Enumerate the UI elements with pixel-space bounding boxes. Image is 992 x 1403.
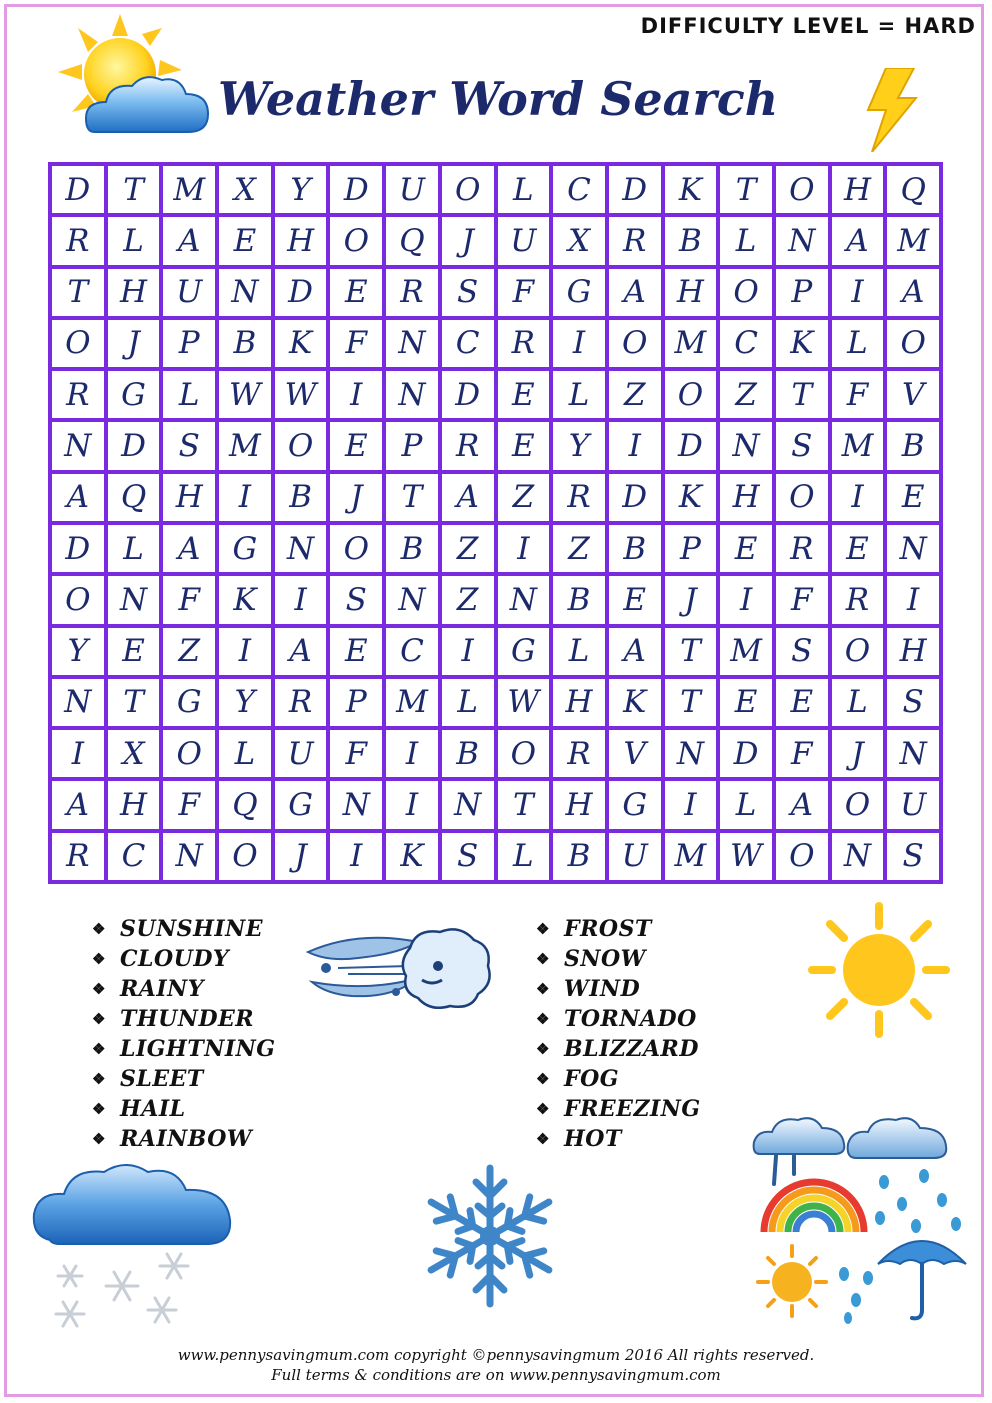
- grid-cell: K: [219, 576, 271, 623]
- grid-cell: O: [887, 320, 939, 367]
- grid-cell: F: [330, 320, 382, 367]
- word-label: FREEZING: [564, 1096, 701, 1122]
- grid-cell: I: [720, 576, 772, 623]
- grid-cell: L: [553, 371, 605, 418]
- bullet-icon: ❖: [92, 950, 106, 968]
- grid-cell: O: [776, 474, 828, 521]
- word-label: HAIL: [120, 1096, 186, 1122]
- grid-cell: A: [887, 269, 939, 316]
- wind-icon: [298, 922, 496, 1014]
- grid-cell: J: [275, 833, 327, 880]
- grid-cell: L: [442, 679, 494, 726]
- grid-cell: O: [52, 320, 104, 367]
- grid-cell: S: [163, 422, 215, 469]
- grid-cell: B: [609, 525, 661, 572]
- grid-cell: P: [386, 422, 438, 469]
- grid-cell: N: [386, 371, 438, 418]
- word-list-left: [92, 914, 276, 1154]
- bullet-icon: ❖: [536, 980, 550, 998]
- grid-cell: E: [609, 576, 661, 623]
- grid-cell: O: [832, 781, 884, 828]
- word-list-item: [536, 1034, 701, 1064]
- grid-cell: G: [108, 371, 160, 418]
- bullet-icon: ❖: [92, 920, 106, 938]
- grid-cell: Y: [553, 422, 605, 469]
- grid-cell: R: [442, 422, 494, 469]
- grid-cell: Q: [108, 474, 160, 521]
- grid-cell: D: [52, 166, 104, 213]
- grid-cell: Z: [442, 525, 494, 572]
- bullet-icon: ❖: [92, 1100, 106, 1118]
- grid-cell: N: [219, 269, 271, 316]
- grid-cell: T: [665, 679, 717, 726]
- word-list-item: [536, 1004, 701, 1034]
- grid-cell: D: [609, 474, 661, 521]
- grid-cell: E: [498, 422, 550, 469]
- grid-cell: E: [330, 269, 382, 316]
- grid-cell: F: [330, 730, 382, 777]
- word-label: WIND: [564, 976, 641, 1002]
- grid-cell: I: [665, 781, 717, 828]
- grid-cell: Q: [219, 781, 271, 828]
- grid-cell: I: [386, 781, 438, 828]
- grid-cell: D: [720, 730, 772, 777]
- grid-cell: D: [442, 371, 494, 418]
- grid-cell: H: [832, 166, 884, 213]
- grid-cell: M: [665, 833, 717, 880]
- grid-cell: T: [108, 679, 160, 726]
- grid-cell: R: [52, 371, 104, 418]
- bullet-icon: ❖: [536, 1010, 550, 1028]
- bullet-icon: ❖: [92, 1070, 106, 1088]
- grid-cell: P: [776, 269, 828, 316]
- grid-cell: T: [108, 166, 160, 213]
- grid-cell: R: [52, 833, 104, 880]
- grid-cell: G: [609, 781, 661, 828]
- grid-cell: E: [832, 525, 884, 572]
- grid-cell: M: [887, 217, 939, 264]
- grid-cell: G: [275, 781, 327, 828]
- word-label: RAINBOW: [120, 1126, 253, 1152]
- grid-cell: R: [609, 217, 661, 264]
- grid-cell: F: [498, 269, 550, 316]
- grid-cell: L: [498, 833, 550, 880]
- grid-cell: L: [832, 679, 884, 726]
- grid-cell: A: [832, 217, 884, 264]
- grid-cell: I: [52, 730, 104, 777]
- word-list-item: [92, 974, 276, 1004]
- grid-cell: Z: [442, 576, 494, 623]
- grid-cell: S: [887, 679, 939, 726]
- grid-cell: O: [275, 422, 327, 469]
- grid-cell: F: [163, 781, 215, 828]
- word-list-item: [536, 1094, 701, 1124]
- grid-cell: A: [52, 781, 104, 828]
- grid-cell: B: [665, 217, 717, 264]
- bullet-icon: ❖: [536, 1130, 550, 1148]
- letter-grid: [48, 162, 943, 884]
- bullet-icon: ❖: [92, 980, 106, 998]
- grid-cell: T: [498, 781, 550, 828]
- word-label: SLEET: [120, 1066, 204, 1092]
- snowflake-icon: [414, 1160, 566, 1312]
- grid-cell: N: [832, 833, 884, 880]
- word-list-item: [92, 914, 276, 944]
- word-label: RAINY: [120, 976, 204, 1002]
- grid-cell: N: [887, 730, 939, 777]
- grid-cell: K: [386, 833, 438, 880]
- grid-cell: O: [665, 371, 717, 418]
- grid-cell: L: [553, 628, 605, 675]
- word-label: BLIZZARD: [564, 1036, 699, 1062]
- grid-cell: B: [386, 525, 438, 572]
- grid-cell: Z: [720, 371, 772, 418]
- grid-cell: M: [720, 628, 772, 675]
- grid-cell: I: [832, 269, 884, 316]
- grid-cell: L: [498, 166, 550, 213]
- grid-cell: O: [52, 576, 104, 623]
- grid-cell: W: [275, 371, 327, 418]
- grid-cell: F: [776, 730, 828, 777]
- grid-cell: H: [163, 474, 215, 521]
- word-list-item: [92, 1094, 276, 1124]
- grid-cell: R: [275, 679, 327, 726]
- bullet-icon: ❖: [92, 1130, 106, 1148]
- grid-cell: H: [108, 781, 160, 828]
- grid-cell: I: [832, 474, 884, 521]
- grid-cell: I: [219, 474, 271, 521]
- grid-cell: B: [219, 320, 271, 367]
- bullet-icon: ❖: [536, 1040, 550, 1058]
- word-list-item: [536, 974, 701, 1004]
- grid-cell: S: [776, 422, 828, 469]
- grid-cell: S: [776, 628, 828, 675]
- grid-cell: D: [609, 166, 661, 213]
- grid-cell: K: [665, 474, 717, 521]
- grid-cell: O: [776, 833, 828, 880]
- word-label: CLOUDY: [120, 946, 230, 972]
- word-label: THUNDER: [120, 1006, 255, 1032]
- grid-cell: R: [498, 320, 550, 367]
- grid-cell: T: [720, 166, 772, 213]
- grid-cell: I: [330, 833, 382, 880]
- grid-cell: J: [832, 730, 884, 777]
- grid-cell: U: [498, 217, 550, 264]
- difficulty-label: DIFFICULTY LEVEL = HARD: [640, 14, 976, 38]
- grid-cell: S: [442, 269, 494, 316]
- grid-cell: I: [553, 320, 605, 367]
- grid-cell: H: [553, 781, 605, 828]
- grid-cell: I: [609, 422, 661, 469]
- grid-cell: N: [887, 525, 939, 572]
- grid-cell: R: [386, 269, 438, 316]
- grid-cell: I: [330, 371, 382, 418]
- grid-cell: X: [108, 730, 160, 777]
- grid-cell: D: [108, 422, 160, 469]
- grid-cell: W: [720, 833, 772, 880]
- word-list-item: [92, 1034, 276, 1064]
- word-list-item: [536, 1124, 701, 1154]
- grid-cell: O: [219, 833, 271, 880]
- grid-cell: Z: [609, 371, 661, 418]
- grid-cell: K: [275, 320, 327, 367]
- grid-cell: E: [330, 422, 382, 469]
- bullet-icon: ❖: [92, 1010, 106, 1028]
- snow-cloud-icon: [30, 1158, 240, 1338]
- grid-cell: M: [219, 422, 271, 469]
- grid-cell: P: [330, 679, 382, 726]
- grid-cell: O: [498, 730, 550, 777]
- grid-cell: L: [219, 730, 271, 777]
- word-label: SNOW: [564, 946, 646, 972]
- grid-cell: E: [720, 679, 772, 726]
- grid-cell: U: [609, 833, 661, 880]
- grid-cell: R: [553, 474, 605, 521]
- grid-cell: O: [832, 628, 884, 675]
- grid-cell: I: [498, 525, 550, 572]
- grid-cell: R: [52, 217, 104, 264]
- grid-cell: A: [609, 269, 661, 316]
- grid-cell: I: [442, 628, 494, 675]
- grid-cell: X: [219, 166, 271, 213]
- bullet-icon: ❖: [536, 1100, 550, 1118]
- grid-cell: V: [887, 371, 939, 418]
- grid-cell: A: [442, 474, 494, 521]
- word-label: FOG: [564, 1066, 620, 1092]
- grid-cell: Z: [553, 525, 605, 572]
- grid-cell: A: [52, 474, 104, 521]
- grid-cell: M: [665, 320, 717, 367]
- grid-cell: D: [330, 166, 382, 213]
- grid-cell: U: [887, 781, 939, 828]
- grid-cell: R: [776, 525, 828, 572]
- word-list-item: [92, 1064, 276, 1094]
- grid-cell: J: [108, 320, 160, 367]
- grid-cell: N: [330, 781, 382, 828]
- grid-cell: A: [776, 781, 828, 828]
- word-label: HOT: [564, 1126, 622, 1152]
- grid-cell: E: [887, 474, 939, 521]
- grid-cell: A: [163, 525, 215, 572]
- grid-cell: Z: [498, 474, 550, 521]
- page-title: Weather Word Search: [218, 72, 779, 126]
- grid-cell: H: [108, 269, 160, 316]
- grid-cell: N: [52, 422, 104, 469]
- grid-cell: F: [832, 371, 884, 418]
- grid-cell: L: [832, 320, 884, 367]
- grid-cell: P: [163, 320, 215, 367]
- grid-cell: A: [609, 628, 661, 675]
- grid-cell: I: [386, 730, 438, 777]
- grid-cell: U: [163, 269, 215, 316]
- grid-cell: Y: [219, 679, 271, 726]
- grid-cell: L: [163, 371, 215, 418]
- grid-cell: L: [720, 217, 772, 264]
- word-list-item: [536, 1064, 701, 1094]
- footer-terms: Full terms & conditions are on www.pennysavingmum.com: [271, 1366, 721, 1384]
- word-list-item: [92, 1124, 276, 1154]
- grid-cell: T: [776, 371, 828, 418]
- grid-cell: E: [330, 628, 382, 675]
- lightning-icon: [864, 68, 920, 152]
- sun-icon: [806, 902, 952, 1038]
- grid-cell: B: [553, 833, 605, 880]
- word-list-item: [92, 1004, 276, 1034]
- grid-cell: G: [498, 628, 550, 675]
- grid-cell: V: [609, 730, 661, 777]
- grid-cell: B: [275, 474, 327, 521]
- grid-cell: L: [720, 781, 772, 828]
- grid-cell: N: [720, 422, 772, 469]
- grid-cell: K: [665, 166, 717, 213]
- grid-cell: S: [887, 833, 939, 880]
- grid-cell: N: [498, 576, 550, 623]
- grid-cell: N: [665, 730, 717, 777]
- grid-cell: Z: [163, 628, 215, 675]
- grid-cell: N: [275, 525, 327, 572]
- sun-cloud-icon: [58, 14, 218, 144]
- grid-cell: K: [609, 679, 661, 726]
- grid-cell: N: [163, 833, 215, 880]
- word-label: TORNADO: [564, 1006, 697, 1032]
- grid-cell: O: [330, 217, 382, 264]
- grid-cell: I: [887, 576, 939, 623]
- grid-cell: U: [275, 730, 327, 777]
- grid-cell: T: [386, 474, 438, 521]
- grid-cell: C: [442, 320, 494, 367]
- grid-cell: O: [720, 269, 772, 316]
- grid-cell: D: [52, 525, 104, 572]
- grid-cell: E: [498, 371, 550, 418]
- footer-copyright: www.pennysavingmum.com copyright ©pennysavingmum 2016 All rights reserved.: [177, 1346, 815, 1364]
- grid-cell: E: [219, 217, 271, 264]
- grid-cell: A: [163, 217, 215, 264]
- grid-cell: Q: [887, 166, 939, 213]
- grid-cell: E: [108, 628, 160, 675]
- grid-cell: C: [108, 833, 160, 880]
- grid-cell: N: [52, 679, 104, 726]
- grid-cell: B: [442, 730, 494, 777]
- grid-cell: C: [553, 166, 605, 213]
- grid-cell: H: [553, 679, 605, 726]
- word-list-right: [536, 914, 701, 1154]
- grid-cell: J: [330, 474, 382, 521]
- grid-cell: N: [386, 320, 438, 367]
- word-label: SUNSHINE: [120, 916, 264, 942]
- grid-cell: X: [553, 217, 605, 264]
- grid-cell: O: [609, 320, 661, 367]
- grid-cell: A: [275, 628, 327, 675]
- word-list-item: [536, 944, 701, 974]
- grid-cell: J: [442, 217, 494, 264]
- grid-cell: C: [386, 628, 438, 675]
- grid-cell: B: [887, 422, 939, 469]
- grid-cell: G: [163, 679, 215, 726]
- grid-cell: W: [498, 679, 550, 726]
- word-label: LIGHTNING: [120, 1036, 276, 1062]
- grid-cell: O: [163, 730, 215, 777]
- grid-cell: N: [776, 217, 828, 264]
- grid-cell: D: [665, 422, 717, 469]
- grid-cell: H: [887, 628, 939, 675]
- grid-cell: I: [275, 576, 327, 623]
- grid-cell: E: [776, 679, 828, 726]
- grid-cell: O: [442, 166, 494, 213]
- word-label: FROST: [564, 916, 652, 942]
- grid-cell: S: [442, 833, 494, 880]
- bullet-icon: ❖: [536, 1070, 550, 1088]
- grid-cell: W: [219, 371, 271, 418]
- weather-icons-cluster: [752, 1114, 970, 1326]
- grid-cell: F: [163, 576, 215, 623]
- grid-cell: N: [442, 781, 494, 828]
- word-list-item: [92, 944, 276, 974]
- grid-cell: R: [553, 730, 605, 777]
- grid-cell: C: [720, 320, 772, 367]
- grid-cell: Q: [386, 217, 438, 264]
- grid-cell: F: [776, 576, 828, 623]
- grid-cell: M: [386, 679, 438, 726]
- grid-cell: M: [832, 422, 884, 469]
- grid-cell: K: [776, 320, 828, 367]
- grid-cell: P: [665, 525, 717, 572]
- grid-cell: I: [219, 628, 271, 675]
- bullet-icon: ❖: [536, 950, 550, 968]
- grid-cell: H: [275, 217, 327, 264]
- grid-cell: H: [665, 269, 717, 316]
- grid-cell: E: [720, 525, 772, 572]
- grid-cell: O: [776, 166, 828, 213]
- grid-cell: Y: [52, 628, 104, 675]
- grid-cell: G: [219, 525, 271, 572]
- grid-cell: B: [553, 576, 605, 623]
- grid-cell: U: [386, 166, 438, 213]
- bullet-icon: ❖: [92, 1040, 106, 1058]
- grid-cell: S: [330, 576, 382, 623]
- grid-cell: L: [108, 525, 160, 572]
- grid-cell: J: [665, 576, 717, 623]
- bullet-icon: ❖: [536, 920, 550, 938]
- grid-cell: H: [720, 474, 772, 521]
- grid-cell: Y: [275, 166, 327, 213]
- grid-cell: N: [108, 576, 160, 623]
- grid-cell: N: [386, 576, 438, 623]
- grid-cell: L: [108, 217, 160, 264]
- grid-cell: D: [275, 269, 327, 316]
- grid-cell: M: [163, 166, 215, 213]
- grid-cell: G: [553, 269, 605, 316]
- grid-cell: T: [665, 628, 717, 675]
- grid-cell: T: [52, 269, 104, 316]
- grid-cell: O: [330, 525, 382, 572]
- word-list-item: [536, 914, 701, 944]
- grid-cell: R: [832, 576, 884, 623]
